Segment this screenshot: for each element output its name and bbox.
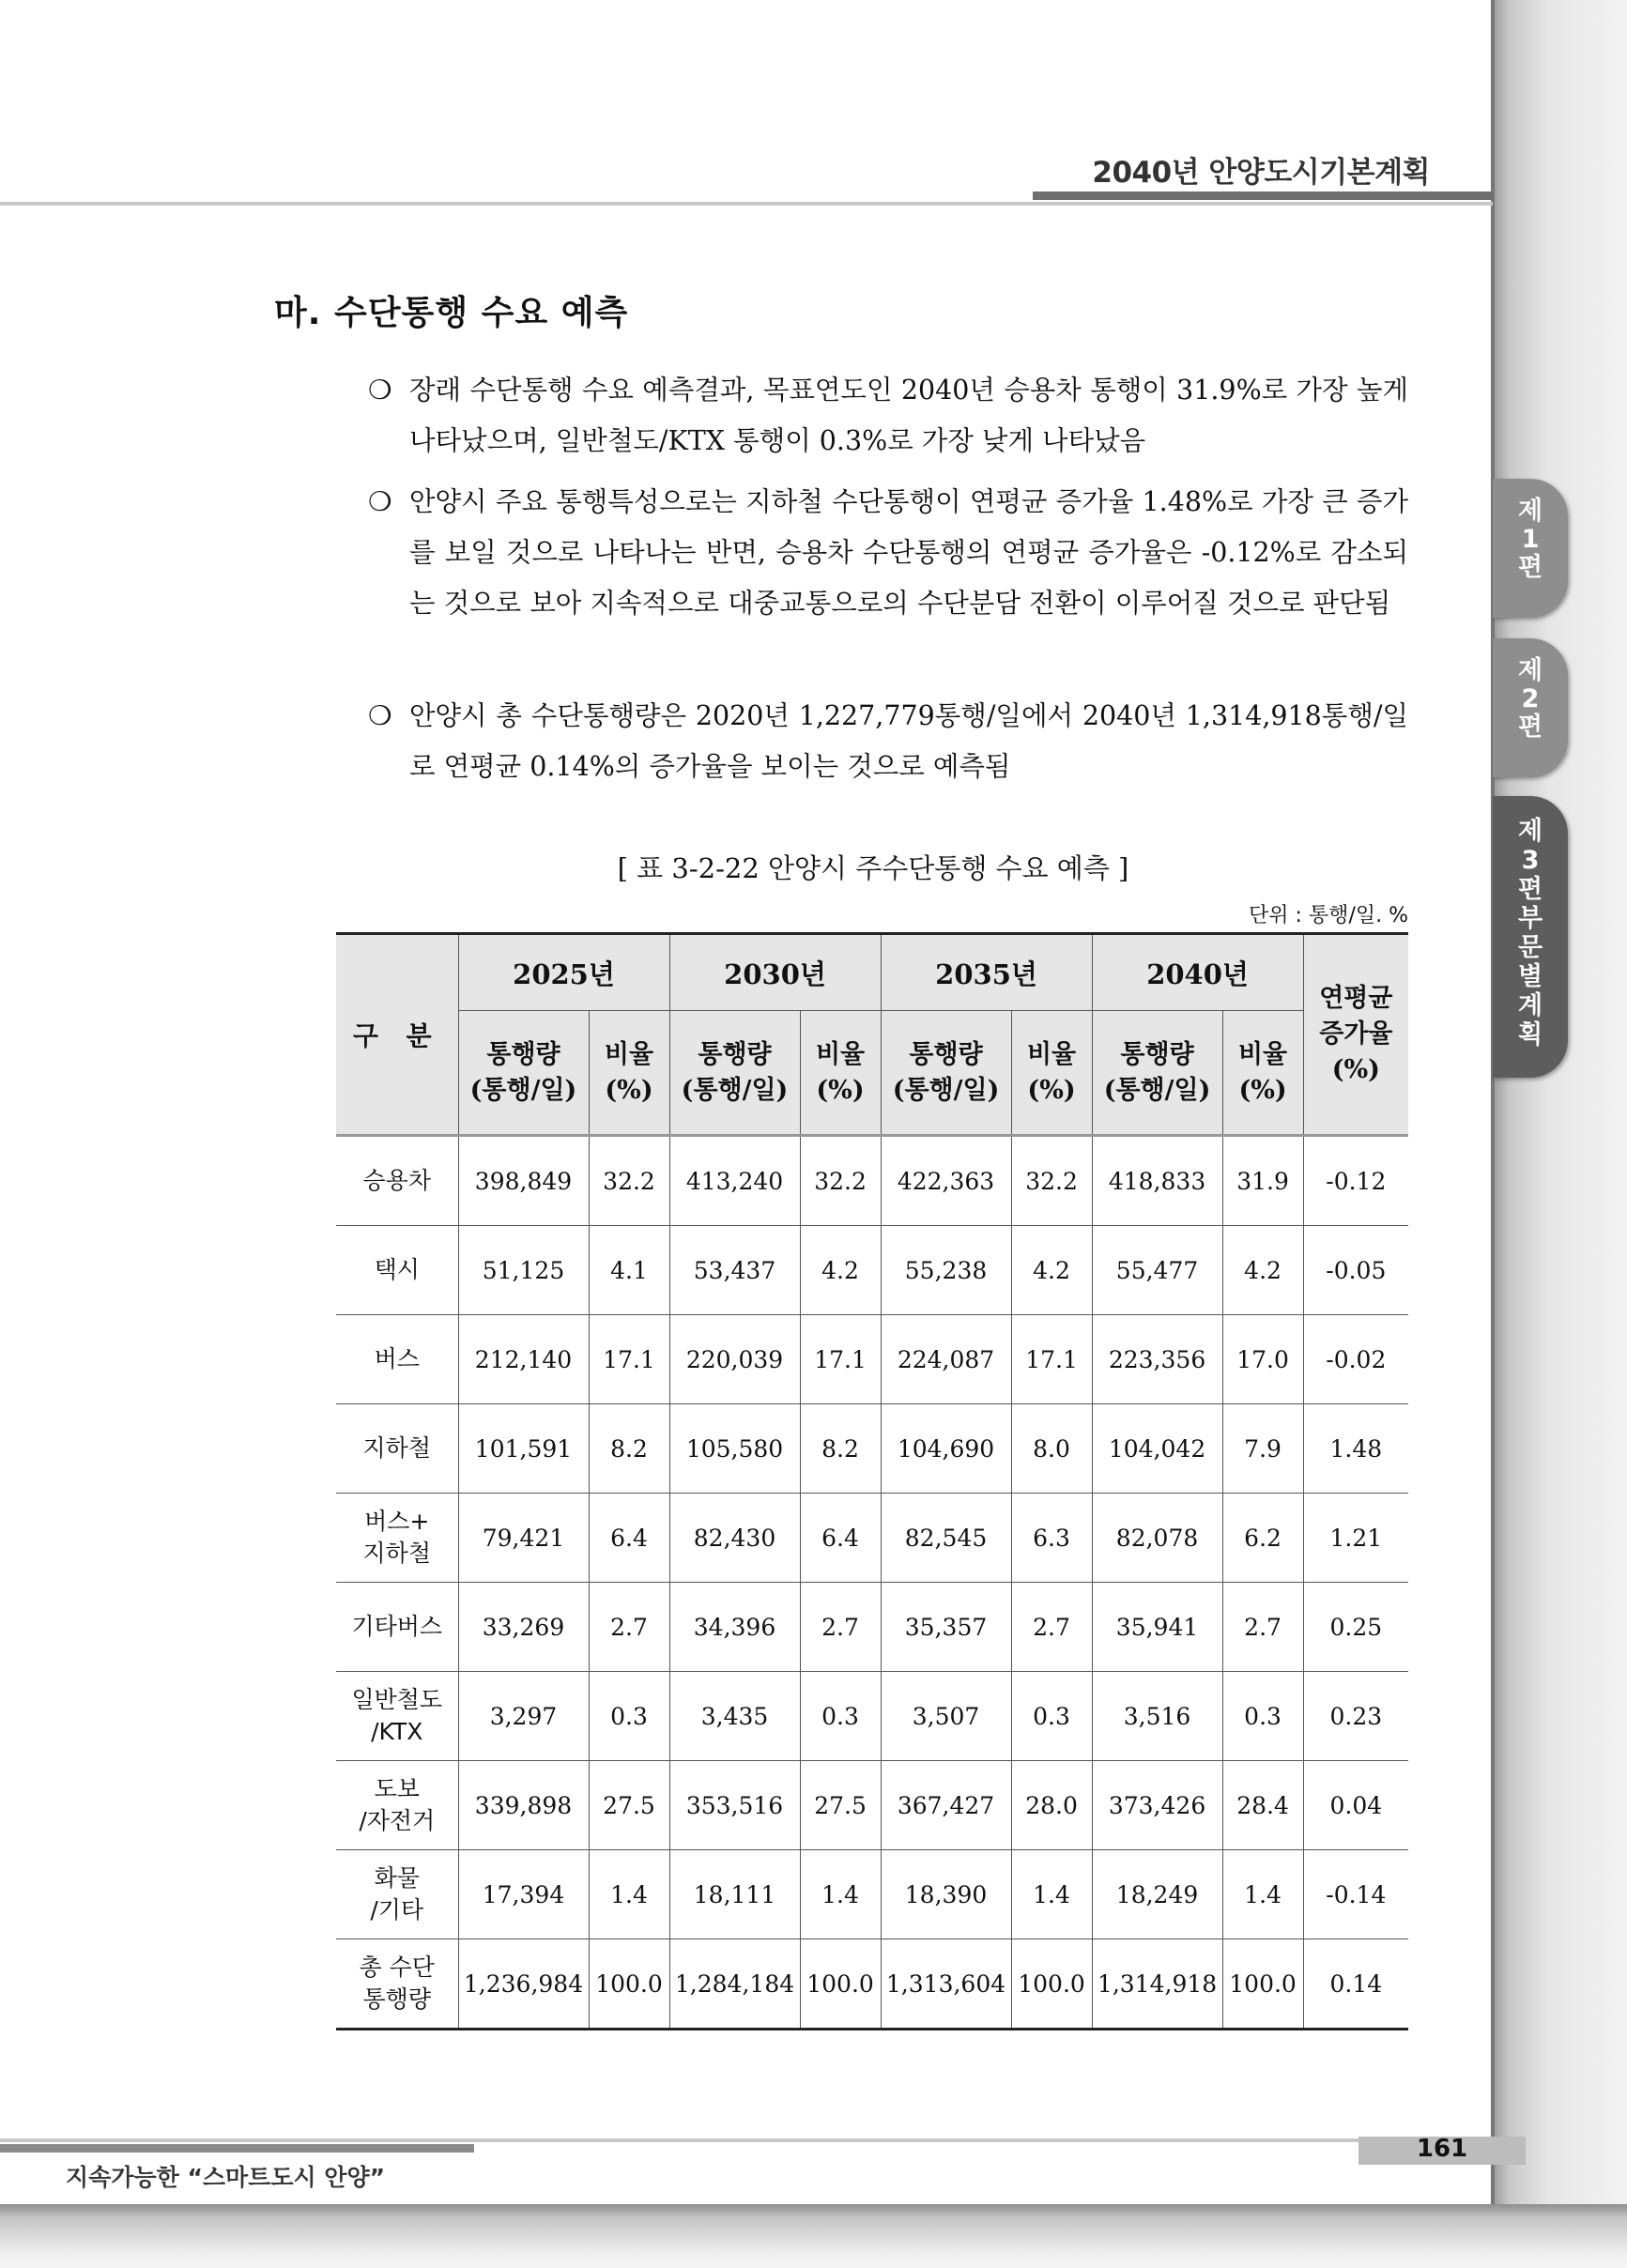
growth-cell: -0.12	[1303, 1136, 1408, 1226]
col-header-year: 2025년	[458, 934, 669, 1011]
ratio-cell: 6.2	[1222, 1494, 1303, 1583]
ratio-cell: 8.0	[1011, 1404, 1092, 1494]
volume-cell: 1,236,984	[458, 1939, 589, 2030]
ratio-cell: 4.2	[1011, 1226, 1092, 1315]
table-row	[336, 1672, 1408, 1761]
circle-bullet-icon: ❍	[368, 700, 392, 731]
side-tab-part-3[interactable]: 제 3 편 부 문 별 계 획	[1493, 796, 1568, 1078]
volume-cell: 53,437	[669, 1226, 800, 1315]
ratio-cell: 6.4	[800, 1494, 881, 1583]
table-unit: 단위 : 통행/일. %	[1249, 904, 1408, 927]
volume-cell: 18,111	[669, 1850, 800, 1939]
col-header-volume: 통행량 (통행/일)	[458, 1011, 589, 1136]
row-label: 총 수단 통행량	[336, 1939, 458, 2030]
row-label: 버스+ 지하철	[336, 1494, 458, 1583]
bullet-item	[368, 365, 1408, 467]
row-label: 기타버스	[336, 1583, 458, 1672]
volume-cell: 82,430	[669, 1494, 800, 1583]
volume-cell: 413,240	[669, 1136, 800, 1226]
volume-cell: 55,477	[1092, 1226, 1222, 1315]
ratio-cell: 2.7	[589, 1583, 669, 1672]
volume-cell: 223,356	[1092, 1315, 1222, 1404]
footer-text: 지속가능한 “스마트도시 안양”	[66, 2164, 386, 2191]
growth-cell: 0.14	[1303, 1939, 1408, 2030]
volume-cell: 398,849	[458, 1136, 589, 1226]
growth-cell: 0.04	[1303, 1761, 1408, 1850]
ratio-cell: 17.0	[1222, 1315, 1303, 1404]
growth-cell: -0.14	[1303, 1850, 1408, 1939]
col-header-year: 2035년	[881, 934, 1092, 1011]
bullet-text: 안양시 주요 통행특성으로는 지하철 수단통행이 연평균 증가율 1.48%로 가장 큰 증가를 보일 것으로 나타나는 반면, 승용차 수단통행의 연평균 증가율은 -0.12%로 감소되는 것으로 보아 지속적으로 대중교통으로의 수단분담 전환이 이루어질 것으로 판단됨	[409, 486, 1408, 619]
volume-cell: 3,297	[458, 1672, 589, 1761]
header-rule	[0, 202, 1493, 206]
ratio-cell: 4.2	[1222, 1226, 1303, 1315]
mode-demand-table	[336, 932, 1408, 2030]
volume-cell: 3,516	[1092, 1672, 1222, 1761]
growth-cell: 1.21	[1303, 1494, 1408, 1583]
volume-cell: 17,394	[458, 1850, 589, 1939]
growth-cell: -0.02	[1303, 1315, 1408, 1404]
ratio-cell: 100.0	[1222, 1939, 1303, 2030]
volume-cell: 418,833	[1092, 1136, 1222, 1226]
ratio-cell: 2.7	[800, 1583, 881, 1672]
ratio-cell: 27.5	[589, 1761, 669, 1850]
volume-cell: 34,396	[669, 1583, 800, 1672]
ratio-cell: 7.9	[1222, 1404, 1303, 1494]
ratio-cell: 17.1	[589, 1315, 669, 1404]
col-header-volume: 통행량 (통행/일)	[1092, 1011, 1222, 1136]
volume-cell: 353,516	[669, 1761, 800, 1850]
ratio-cell: 28.4	[1222, 1761, 1303, 1850]
ratio-cell: 100.0	[1011, 1939, 1092, 2030]
growth-cell: -0.05	[1303, 1226, 1408, 1315]
volume-cell: 55,238	[881, 1226, 1011, 1315]
row-label: 승용차	[336, 1136, 458, 1226]
section-title: 마. 수단통행 수요 예측	[274, 294, 629, 332]
col-header-growth: 연평균 증가율 (%)	[1303, 934, 1408, 1136]
volume-cell: 51,125	[458, 1226, 589, 1315]
volume-cell: 105,580	[669, 1404, 800, 1494]
table-row	[336, 1850, 1408, 1939]
ratio-cell: 0.3	[1011, 1672, 1092, 1761]
ratio-cell: 31.9	[1222, 1136, 1303, 1226]
volume-cell: 422,363	[881, 1136, 1011, 1226]
ratio-cell: 2.7	[1222, 1583, 1303, 1672]
bullet-text: 안양시 총 수단통행량은 2020년 1,227,779통행/일에서 2040년 1,314,918통행/일로 연평균 0.14%의 증가율을 보이는 것으로 예측됨	[409, 700, 1408, 782]
ratio-cell: 32.2	[1011, 1136, 1092, 1226]
volume-cell: 373,426	[1092, 1761, 1222, 1850]
side-tab-part-2[interactable]: 제 2 편	[1493, 638, 1568, 777]
volume-cell: 1,313,604	[881, 1939, 1011, 2030]
ratio-cell: 1.4	[1222, 1850, 1303, 1939]
row-label: 버스	[336, 1315, 458, 1404]
table-row	[336, 1136, 1408, 1226]
ratio-cell: 2.7	[1011, 1583, 1092, 1672]
ratio-cell: 0.3	[589, 1672, 669, 1761]
bullet-item	[368, 477, 1408, 629]
ratio-cell: 1.4	[800, 1850, 881, 1939]
ratio-cell: 17.1	[800, 1315, 881, 1404]
footer-rule-dark	[0, 2144, 474, 2153]
ratio-cell: 8.2	[589, 1404, 669, 1494]
ratio-cell: 100.0	[800, 1939, 881, 2030]
ratio-cell: 6.3	[1011, 1494, 1092, 1583]
ratio-cell: 32.2	[800, 1136, 881, 1226]
page-bottom-shadow	[0, 2204, 1627, 2268]
bullet-text: 장래 수단통행 수요 예측결과, 목표연도인 2040년 승용차 통행이 31.9%로 가장 높게 나타났으며, 일반철도/KTX 통행이 0.3%로 가장 낮게 나타났음	[409, 375, 1408, 456]
row-label: 지하철	[336, 1404, 458, 1494]
ratio-cell: 0.3	[1222, 1672, 1303, 1761]
ratio-cell: 17.1	[1011, 1315, 1092, 1404]
ratio-cell: 1.4	[589, 1850, 669, 1939]
table-row	[336, 1939, 1408, 2030]
volume-cell: 33,269	[458, 1583, 589, 1672]
row-label: 도보 /자전거	[336, 1761, 458, 1850]
footer-rule	[0, 2138, 1493, 2142]
volume-cell: 220,039	[669, 1315, 800, 1404]
ratio-cell: 8.2	[800, 1404, 881, 1494]
col-header-ratio: 비율 (%)	[1011, 1011, 1092, 1136]
growth-cell: 0.25	[1303, 1583, 1408, 1672]
volume-cell: 104,042	[1092, 1404, 1222, 1494]
circle-bullet-icon: ❍	[368, 486, 392, 517]
volume-cell: 18,249	[1092, 1850, 1222, 1939]
header-title: 2040년 안양도시기본계획	[1092, 156, 1430, 190]
table-row	[336, 1404, 1408, 1494]
volume-cell: 35,941	[1092, 1583, 1222, 1672]
page-edge-shadow	[1493, 0, 1627, 2268]
volume-cell: 79,421	[458, 1494, 589, 1583]
growth-cell: 1.48	[1303, 1404, 1408, 1494]
col-header-year: 2030년	[669, 934, 881, 1011]
row-label: 화물 /기타	[336, 1850, 458, 1939]
volume-cell: 3,507	[881, 1672, 1011, 1761]
col-header-category: 구 분	[336, 934, 458, 1136]
volume-cell: 1,314,918	[1092, 1939, 1222, 2030]
ratio-cell: 6.4	[589, 1494, 669, 1583]
table-row	[336, 1315, 1408, 1404]
side-tab-part-1[interactable]: 제 1 편	[1493, 479, 1568, 618]
page-number: 161	[1416, 2135, 1468, 2163]
table-row	[336, 1494, 1408, 1583]
table-row	[336, 1583, 1408, 1672]
header-rule-dark	[1033, 192, 1493, 200]
col-header-ratio: 비율 (%)	[589, 1011, 669, 1136]
ratio-cell: 27.5	[800, 1761, 881, 1850]
col-header-volume: 통행량 (통행/일)	[669, 1011, 800, 1136]
volume-cell: 1,284,184	[669, 1939, 800, 2030]
table-row	[336, 1761, 1408, 1850]
ratio-cell: 4.1	[589, 1226, 669, 1315]
volume-cell: 35,357	[881, 1583, 1011, 1672]
col-header-ratio: 비율 (%)	[800, 1011, 881, 1136]
circle-bullet-icon: ❍	[368, 375, 392, 406]
volume-cell: 82,545	[881, 1494, 1011, 1583]
page-edge-line	[1491, 0, 1495, 2268]
ratio-cell: 100.0	[589, 1939, 669, 2030]
ratio-cell: 1.4	[1011, 1850, 1092, 1939]
volume-cell: 367,427	[881, 1761, 1011, 1850]
col-header-volume: 통행량 (통행/일)	[881, 1011, 1011, 1136]
volume-cell: 82,078	[1092, 1494, 1222, 1583]
row-label: 일반철도 /KTX	[336, 1672, 458, 1761]
volume-cell: 101,591	[458, 1404, 589, 1494]
growth-cell: 0.23	[1303, 1672, 1408, 1761]
table-row	[336, 1226, 1408, 1315]
ratio-cell: 28.0	[1011, 1761, 1092, 1850]
row-label: 택시	[336, 1226, 458, 1315]
table-caption: [ 표 3-2-22 안양시 주수단통행 수요 예측 ]	[617, 852, 1129, 884]
ratio-cell: 4.2	[800, 1226, 881, 1315]
ratio-cell: 0.3	[800, 1672, 881, 1761]
volume-cell: 224,087	[881, 1315, 1011, 1404]
volume-cell: 104,690	[881, 1404, 1011, 1494]
volume-cell: 212,140	[458, 1315, 589, 1404]
ratio-cell: 32.2	[589, 1136, 669, 1226]
bullet-item	[368, 691, 1408, 792]
volume-cell: 339,898	[458, 1761, 589, 1850]
volume-cell: 3,435	[669, 1672, 800, 1761]
volume-cell: 18,390	[881, 1850, 1011, 1939]
col-header-year: 2040년	[1092, 934, 1303, 1011]
col-header-ratio: 비율 (%)	[1222, 1011, 1303, 1136]
